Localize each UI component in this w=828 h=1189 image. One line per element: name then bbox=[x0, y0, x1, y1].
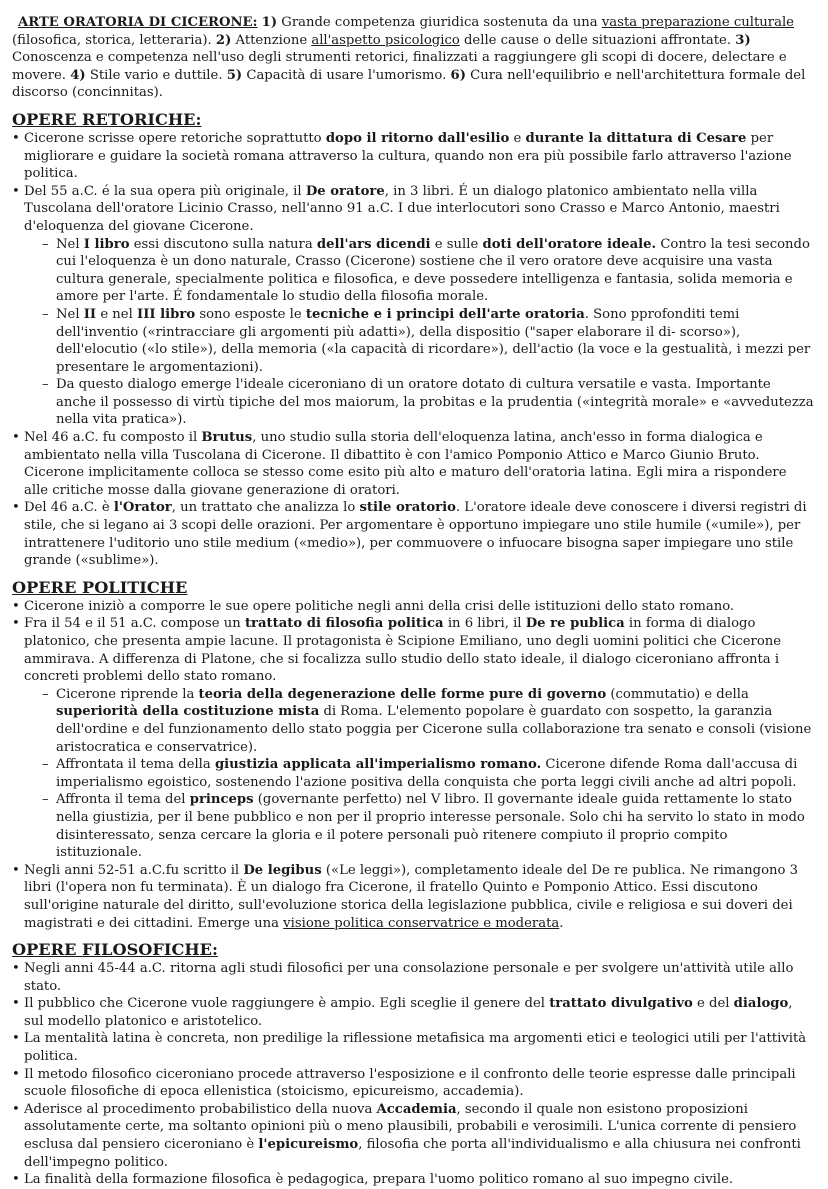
num-2: 2) bbox=[215, 32, 232, 48]
section-filosofiche bbox=[12, 940, 814, 1189]
list-item: • Del 55 a.C. é la sua opera più originale, il De oratore, in 3 libri. É un dialogo platonico ambientato nella villa Tuscolana dell'oratore Licinio Crasso, nell'anno 91 a.C. I due interlocutori sono Crasso e Marco Antonio, maestri d'eloquenza del giovane Cicerone. – Nel I libro essi discutono sulla natura dell'ars dicendi e sulle doti dell'oratore ideale. Contro la tesi secondo cui l'eloquenza è un dono naturale, Crasso (Cicerone) sostiene che il vero oratore deve acquisire una vasta cultura generale, specialmente politica e filosofica, e deve possedere intelligenza e fantasia, solida memoria e amore per l'arte. É fondamentale lo studio della filosofia morale. – Nel II e nel III libro sono esposte le tecniche e i principi dell'arte oratoria. Sono pprofonditi temi dell'inventio («rintracciare gli argomenti più adatti»), della dispositio ("saper elaborare il di- scorso»), dell'elocutio («lo stile»), della memoria («la capacità di ricordare»), dell'actio (la voce e la gestualità, i mezzi per presentare le argomentazioni). – Da questo dialogo emerge l'ideale ciceroniano di un oratore dotato di cultura versatile e vasta. Importante anche il possesso di virtù tipiche del mos maiorum, la probitas e la prudentia («integrità morale» e «avvedutezza nella vita pratica»). bbox=[12, 183, 814, 429]
sub-list-item: – Nel I libro essi discutono sulla natura dell'ars dicendi e sulle doti dell'oratore ideale. Contro la tesi secondo cui l'eloquenza è un dono naturale, Crasso (Cicerone) sostiene che il vero oratore deve acquisire una vasta cultura generale, specialmente politica e filosofica, e deve possedere intelligenza e fantasia, solida memoria e amore per l'arte. É fondamentale lo studio della filosofia morale. bbox=[34, 236, 814, 306]
list-item: • La mentalità latina è concreta, non predilige la riflessione metafisica ma argomenti etici e teologici utili per l'attività politica. bbox=[12, 1030, 814, 1065]
section-title: OPERE RETORICHE: bbox=[12, 109, 202, 129]
bullet-list bbox=[12, 130, 814, 570]
num-3: 3) bbox=[735, 32, 751, 48]
sub-list-item: – Da questo dialogo emerge l'ideale ciceroniano di un oratore dotato di cultura versatile e vasta. Importante anche il possesso di virtù tipiche del mos maiorum, la probitas e la prudentia («integrità morale» e «avvedutezza nella vita pratica»). bbox=[34, 376, 814, 429]
intro-underline: all'aspetto psicologico bbox=[311, 32, 460, 48]
list-item: • Aderisce al procedimento probabilistico della nuova Accademia, secondo il quale non esistono proposizioni assolutamente certe, ma soltanto opinioni più o meno plausibili, probabili e verosimili. L'unica corrente di pensiero esclusa dal pensiero ciceroniano è l'epicureismo, filosofia che porta all'individualismo e alla chiusura nei confronti dell'impegno politico. bbox=[12, 1101, 814, 1171]
intro-paragraph bbox=[12, 14, 814, 102]
intro-title: ARTE ORATORIA DI CICERONE: bbox=[18, 15, 258, 30]
sub-list-item: – Affrontata il tema della giustizia applicata all'imperialismo romano. Cicerone difende Roma dall'accusa di imperialismo egoistico, sostenendo l'azione positiva della conquista che porta leggi civili anche ad altri popoli. bbox=[34, 756, 814, 791]
sub-list bbox=[34, 686, 814, 862]
list-item: • Il pubblico che Cicerone vuole raggiungere è ampio. Egli sceglie il genere del trattato divulgativo e del dialogo, sul modello platonico e aristotelico. bbox=[12, 995, 814, 1030]
section-title: OPERE POLITICHE bbox=[12, 577, 188, 597]
intro-underline: vasta preparazione culturale bbox=[601, 15, 794, 30]
intro-text: Grande competenza giuridica sostenuta da una bbox=[281, 15, 598, 30]
num-6: 6) bbox=[450, 67, 466, 83]
section-politiche bbox=[12, 578, 814, 932]
intro-text: Cura nell'equilibrio e nell'architettura formale del discorso (concinnitas). bbox=[12, 67, 806, 101]
sub-list-item: – Cicerone riprende la teoria della degenerazione delle forme pure di governo (commutatio) e della superiorità della costituzione mista di Roma. L'elemento popolare è guardato con sospetto, la garanzia dell'ordine e del funzionamento dello stato poggia per Cicerone sulla collaborazione tra senato e consoli (visione aristocratica e conservatrice). bbox=[34, 686, 814, 756]
num-5: 5) bbox=[226, 67, 243, 83]
num-1: 1) bbox=[261, 15, 278, 30]
sub-list bbox=[34, 236, 814, 430]
intro-text: (filosofica, storica, letteraria). bbox=[12, 32, 212, 48]
list-item: • La finalità della formazione filosofica è pedagogica, prepara l'uomo politico romano al suo impegno civile. bbox=[12, 1171, 814, 1189]
sub-list-item: – Affronta il tema del princeps (governante perfetto) nel V libro. Il governante ideale guida rettamente lo stato nella giustizia, per il bene pubblico e non per il proprio interesse personale. Solo chi ha servito lo stato in modo disinteressato, senza cercare la gloria e il potere personali può ritenere compiuto il proprio compito istituzionale. bbox=[34, 791, 814, 861]
intro-text: Stile vario e duttile. bbox=[89, 67, 223, 83]
section-title: OPERE FILOSOFICHE: bbox=[12, 940, 218, 960]
section-retoriche bbox=[12, 110, 814, 570]
bullet-list bbox=[12, 598, 814, 932]
intro-text: Attenzione bbox=[235, 32, 308, 48]
list-item: • Del 46 a.C. è l'Orator, un trattato che analizza lo stile oratorio. L'oratore ideale deve conoscere i diversi registri di stile, che si legano ai 3 scopi delle orazioni. Per argomentare è opportuno impiegare uno stile humile («umile»), per intrattenere l'uditorio uno stile medium («medio»), per commuovere o infuocare bisogna saper impiegare uno stile grande («sublime»). bbox=[12, 499, 814, 569]
list-item: • Nel 46 a.C. fu composto il Brutus, uno studio sulla storia dell'eloquenza latina, anch'esso in forma dialogica e ambientato nella villa Tuscolana di Cicerone. Il dibattito è con l'amico Pomponio Attico e Marco Giunio Bruto. Cicerone implicitamente colloca se stesso come esito più alto e maturo dell'oratoria latina. Egli mira a rispondere alle critiche mosse dalla giovane generazione di oratori. bbox=[12, 429, 814, 499]
intro-text: Conoscenza e competenza nell'uso degli strumenti retorici, finalizzati a raggiungere gli scopi di docere, delectare e movere. bbox=[12, 50, 787, 83]
list-item: • Il metodo filosofico ciceroniano procede attraverso l'esposizione e il confronto delle teorie espresse dalle principali scuole filosofiche di epoca ellenistica (stoicismo, epicureismo, accademia). bbox=[12, 1066, 814, 1101]
list-item: • Negli anni 52-51 a.C.fu scritto il De legibus («Le leggi»), completamento ideale del De re publica. Ne rimangono 3 libri (l'opera non fu terminata). È un dialogo fra Cicerone, il fratello Quinto e Pomponio Attico. Essi discutono sull'origine naturale del diritto, sull'evoluzione storica della legislazione pubblica, civile e religiosa e sui doveri dei magistrati e dei cittadini. Emerge una visione politica conservatrice e moderata. bbox=[12, 862, 814, 932]
intro-text: delle cause o delle situazioni affrontate. bbox=[463, 32, 732, 48]
list-item: • Cicerone scrisse opere retoriche soprattutto dopo il ritorno dall'esilio e durante la dittatura di Cesare per migliorare e guidare la società romana attraverso la cultura, quando non era più possibile farlo attraverso l'azione politica. bbox=[12, 130, 814, 183]
bullet-list bbox=[12, 960, 814, 1189]
num-4: 4) bbox=[70, 67, 86, 83]
sub-list-item: – Nel II e nel III libro sono esposte le tecniche e i principi dell'arte oratoria. Sono pprofonditi temi dell'inventio («rintracciare gli argomenti più adatti»), della dispositio ("saper elaborare il di- scorso»), dell'elocutio («lo stile»), della memoria («la capacità di ricordare»), dell'actio (la voce e la gestualità, i mezzi per presentare le argomentazioni). bbox=[34, 306, 814, 376]
list-item: • Negli anni 45-44 a.C. ritorna agli studi filosofici per una consolazione personale e per svolgere un'attività utile allo stato. bbox=[12, 960, 814, 995]
list-item: • Fra il 54 e il 51 a.C. compose un trattato di filosofia politica in 6 libri, il De re publica in forma di dialogo platonico, che presenta ampie lacune. Il protagonista è Scipione Emiliano, uno degli uomini politici che Cicerone ammirava. A differenza di Platone, che si focalizza sullo studio dello stato ideale, il dialogo ciceroniano affronta i concreti problemi dello stato romano. – Cicerone riprende la teoria della degenerazione delle forme pure di governo (commutatio) e della superiorità della costituzione mista di Roma. L'elemento popolare è guardato con sospetto, la garanzia dell'ordine e del funzionamento dello stato poggia per Cicerone sulla collaborazione tra senato e consoli (visione aristocratica e conservatrice). – Affrontata il tema della giustizia applicata all'imperialismo romano. Cicerone difende Roma dall'accusa di imperialismo egoistico, sostenendo l'azione positiva della conquista che porta leggi civili anche ad altri popoli. – Affronta il tema del princeps (governante perfetto) nel V libro. Il governante ideale guida rettamente lo stato nella giustizia, per il bene pubblico e non per il proprio interesse personale. Solo chi ha servito lo stato in modo disinteressato, senza cercare la gloria e il potere personali può ritenere compiuto il proprio compito istituzionale. bbox=[12, 615, 814, 861]
list-item: • Cicerone iniziò a comporre le sue opere politiche negli anni della crisi delle istituzioni dello stato romano. bbox=[12, 598, 814, 616]
intro-text: Capacità di usare l'umorismo. bbox=[246, 67, 447, 83]
